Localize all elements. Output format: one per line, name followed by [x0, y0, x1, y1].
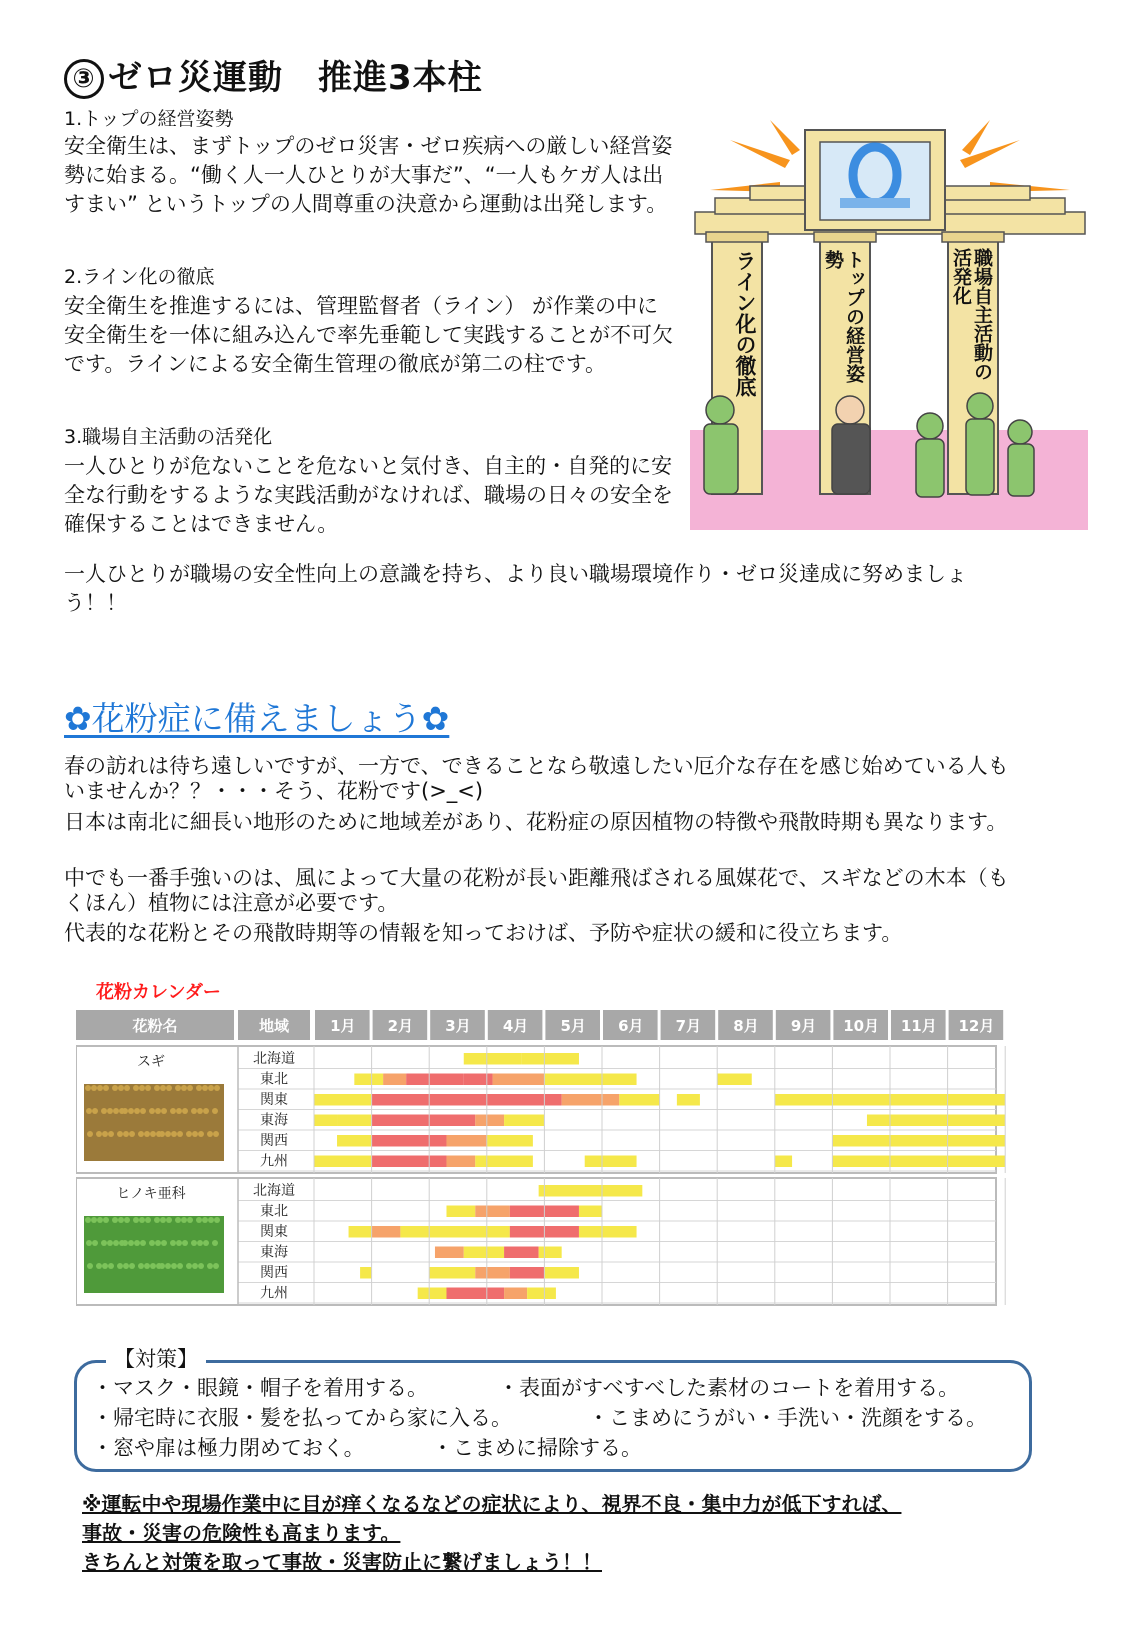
photo-texture-dot [149, 1240, 155, 1246]
photo-texture-dot [191, 1108, 197, 1114]
pollen-period-bar [354, 1074, 383, 1086]
photo-texture-dot [156, 1131, 162, 1137]
photo-texture-dot [175, 1217, 181, 1223]
pollen-period-bar [446, 1206, 475, 1218]
region-label: 東海 [260, 1244, 288, 1261]
photo-texture-dot [91, 1217, 97, 1223]
cypress-photo [84, 1216, 224, 1293]
photo-texture-dot [103, 1085, 109, 1091]
photo-texture-dot [133, 1217, 139, 1223]
photo-texture-dot [107, 1240, 113, 1246]
header-month-label: 4月 [502, 1017, 529, 1035]
photo-texture-dot [165, 1263, 171, 1269]
pollen-period-bar [475, 1206, 510, 1218]
pollen-period-bar [446, 1135, 486, 1147]
section1-title-text: ゼロ災運動 推進3本柱 [108, 58, 483, 98]
photo-texture-dot [144, 1263, 150, 1269]
photo-texture-dot [192, 1131, 198, 1137]
photo-texture-dot [118, 1217, 124, 1223]
section1-closing: 一人ひとりが職場の安全性向上の意識を持ち、より良い職場環境作り・ゼロ災達成に努めましょう！！ [64, 562, 967, 615]
region-label: 北海道 [253, 1183, 295, 1199]
photo-texture-dot [197, 1240, 203, 1246]
photo-texture-dot [145, 1085, 151, 1091]
item3-heading: 3.職場自主活動の活発化 [64, 426, 273, 448]
photo-texture-dot [191, 1240, 197, 1246]
pollen-period-bar [544, 1267, 579, 1279]
pollen-period-bar [360, 1267, 372, 1279]
pollen-period-bar [464, 1074, 493, 1086]
photo-texture-dot [203, 1240, 209, 1246]
photo-texture-dot [196, 1217, 202, 1223]
pollen-period-bar [504, 1247, 539, 1259]
photo-texture-dot [102, 1263, 108, 1269]
header-month-label: 11月 [900, 1017, 937, 1035]
photo-texture-dot [166, 1217, 172, 1223]
photo-texture-dot [133, 1085, 139, 1091]
pollen-period-bar [493, 1074, 545, 1086]
photo-texture-dot [123, 1263, 129, 1269]
region-label: 東海 [260, 1112, 288, 1129]
photo-texture-dot [207, 1131, 213, 1137]
photo-texture-dot [124, 1085, 130, 1091]
photo-texture-dot [119, 1240, 125, 1246]
pollen-period-bar [527, 1288, 556, 1300]
tip-item: ・こまめに掃除する。 [432, 1436, 642, 1460]
pollen-period-bar [464, 1053, 522, 1065]
photo-texture-dot [128, 1240, 134, 1246]
photo-texture-dot [196, 1085, 202, 1091]
pollen-period-bar [504, 1288, 527, 1300]
header-month-label: 6月 [618, 1017, 644, 1035]
photo-texture-dot [154, 1217, 160, 1223]
photo-texture-dot [107, 1108, 113, 1114]
photo-texture-dot [186, 1263, 192, 1269]
photo-texture-dot [212, 1240, 218, 1246]
pollen-period-bar [418, 1288, 447, 1300]
photo-texture-dot [186, 1131, 192, 1137]
pollen-period-bar [677, 1094, 700, 1106]
pollen-period-bar [429, 1267, 475, 1279]
photo-texture-dot [214, 1085, 220, 1091]
photo-texture-dot [207, 1263, 213, 1269]
cedar-photo [84, 1084, 224, 1161]
photo-texture-dot [213, 1263, 219, 1269]
photo-texture-dot [170, 1108, 176, 1114]
pollen-period-bar [435, 1247, 464, 1259]
region-label: 九州 [260, 1285, 288, 1302]
photo-texture-dot [144, 1131, 150, 1137]
pollen-period-bar [832, 1156, 1005, 1168]
photo-texture-dot [171, 1131, 177, 1137]
photo-texture-dot [149, 1108, 155, 1114]
photo-texture-dot [181, 1085, 187, 1091]
photo-texture-dot [86, 1240, 92, 1246]
countermeasures-heading: 【対策】 [106, 1343, 206, 1373]
photo-texture-dot [203, 1108, 209, 1114]
header-month-label: 3月 [445, 1017, 471, 1035]
pollen-calendar-chart [76, 1010, 1036, 1315]
photo-texture-dot [156, 1263, 162, 1269]
pillar-right-label: 職場自主活動の活発化 [950, 248, 993, 381]
header-month-label: 5月 [560, 1017, 586, 1035]
item1-body: 安全衛生は、まずトップのゼロ災害・ゼロ疾病への厳しい経営姿勢に始まる。“働く人一人ひとりが大事だ”、“一人もケガ人は出すまい” というトップの人間尊重の決意から運動は出発します。 [64, 134, 673, 216]
pollen-period-bar [372, 1135, 447, 1147]
pollen-period-bar [521, 1053, 579, 1065]
pollen-period-bar [475, 1115, 504, 1127]
photo-texture-dot [181, 1217, 187, 1223]
photo-texture-dot [140, 1240, 146, 1246]
pollen-period-bar [487, 1094, 562, 1106]
photo-texture-dot [202, 1085, 208, 1091]
photo-texture-dot [160, 1217, 166, 1223]
warning-line-2: 事故・災害の危険性も高まります。 [82, 1521, 401, 1545]
item1-heading: 1.トップの経営姿勢 [64, 108, 234, 130]
photo-texture-dot [161, 1108, 167, 1114]
photo-texture-dot [85, 1085, 91, 1091]
photo-texture-dot [118, 1085, 124, 1091]
photo-texture-dot [97, 1085, 103, 1091]
header-month-label: 12月 [958, 1017, 995, 1035]
photo-texture-dot [112, 1217, 118, 1223]
photo-texture-dot [182, 1240, 188, 1246]
region-label: 関東 [260, 1092, 288, 1108]
photo-texture-dot [139, 1085, 145, 1091]
header-month-label: 1月 [330, 1017, 356, 1035]
pollen-period-bar [372, 1156, 447, 1168]
photo-texture-dot [134, 1240, 140, 1246]
region-label: 九州 [260, 1153, 288, 1170]
photo-texture-dot [208, 1085, 214, 1091]
photo-texture-dot [140, 1108, 146, 1114]
photo-texture-dot [187, 1217, 193, 1223]
pollen-period-bar [400, 1226, 509, 1238]
photo-texture-dot [108, 1263, 114, 1269]
section2-title: ✿花粉症に備えましょう✿ [64, 699, 450, 738]
calendar-title: 花粉カレンダー [96, 982, 221, 1003]
photo-texture-dot [198, 1263, 204, 1269]
photo-texture-dot [166, 1085, 172, 1091]
pollen-period-bar [464, 1247, 504, 1259]
photo-texture-dot [119, 1108, 125, 1114]
photo-texture-dot [92, 1240, 98, 1246]
photo-texture-dot [101, 1108, 107, 1114]
photo-texture-dot [102, 1131, 108, 1137]
tip-item: ・窓や扉は極力閉めておく。 [92, 1436, 365, 1460]
header-month-label: 7月 [675, 1017, 702, 1035]
region-label: 東北 [260, 1203, 288, 1220]
photo-texture-dot [112, 1085, 118, 1091]
region-label: 関東 [260, 1224, 288, 1240]
region-label: 東北 [260, 1071, 288, 1088]
item2-body: 安全衛生を推進するには、管理監督者（ライン） が作業の中に安全衛生を一体に組み込んで率先垂範して実践することが不可欠です。ラインによる安全衛生管理の徹底が第二の柱です。 [64, 294, 673, 376]
pollen-period-bar [446, 1288, 504, 1300]
pollen-period-bar [539, 1185, 643, 1197]
photo-texture-dot [177, 1263, 183, 1269]
pollen-period-bar [579, 1226, 637, 1238]
photo-texture-dot [171, 1263, 177, 1269]
pollen-period-bar [314, 1094, 372, 1106]
photo-texture-dot [108, 1131, 114, 1137]
pollen-period-bar [372, 1226, 401, 1238]
pollen-period-bar [579, 1206, 602, 1218]
photo-texture-dot [212, 1108, 218, 1114]
photo-texture-dot [176, 1240, 182, 1246]
pollen-period-bar [446, 1156, 475, 1168]
photo-texture-dot [92, 1108, 98, 1114]
photo-texture-dot [165, 1131, 171, 1137]
pollen-name: スギ [137, 1054, 165, 1070]
photo-texture-dot [138, 1263, 144, 1269]
pollen-period-bar [349, 1226, 372, 1238]
header-month-label: 10月 [843, 1017, 880, 1035]
pollen-calendar [76, 1010, 1036, 1315]
photo-texture-dot [96, 1131, 102, 1137]
header-pollen-label: 花粉名 [132, 1017, 178, 1035]
pollen-period-bar [832, 1094, 1005, 1106]
photo-texture-dot [154, 1085, 160, 1091]
pollen-period-bar [562, 1094, 620, 1106]
three-pillars-illustration [690, 120, 1088, 530]
region-label: 北海道 [253, 1051, 295, 1067]
pillar-left-label: ライン化の徹底 [733, 250, 757, 397]
section1-title [64, 50, 483, 99]
pollen-period-bar [585, 1156, 637, 1168]
photo-texture-dot [129, 1263, 135, 1269]
photo-texture-dot [155, 1108, 161, 1114]
pollen-period-bar [832, 1135, 1005, 1147]
photo-texture-dot [177, 1131, 183, 1137]
photo-texture-dot [97, 1217, 103, 1223]
pollen-period-bar [487, 1135, 533, 1147]
region-label: 関西 [260, 1265, 288, 1281]
photo-texture-dot [123, 1131, 129, 1137]
photo-texture-dot [96, 1263, 102, 1269]
photo-texture-dot [103, 1217, 109, 1223]
header-month-label: 9月 [790, 1017, 817, 1035]
photo-texture-dot [187, 1085, 193, 1091]
pollen-period-bar [475, 1156, 533, 1168]
photo-texture-dot [91, 1085, 97, 1091]
pollen-period-bar [406, 1074, 464, 1086]
photo-texture-dot [85, 1217, 91, 1223]
header-month-label: 2月 [387, 1017, 414, 1035]
item3-body: 一人ひとりが危ないことを危ないと気付き、自主的・自発的に安全な行動をするような実践活動がなければ、職場の日々の安全を確保することはできません。 [64, 454, 673, 536]
tip-item: ・マスク・眼鏡・帽子を着用する。 [92, 1376, 428, 1400]
pollen-period-bar [337, 1115, 372, 1127]
photo-texture-dot [192, 1263, 198, 1269]
photo-texture-dot [113, 1240, 119, 1246]
photo-texture-dot [128, 1108, 134, 1114]
pollen-period-bar [475, 1267, 510, 1279]
pollen-period-bar [510, 1267, 545, 1279]
warning-line-1: ※運転中や現場作業中に目が痒くなるなどの症状により、視界不良・集中力が低下すれば、 [82, 1492, 902, 1516]
photo-texture-dot [86, 1108, 92, 1114]
pillar-center-label: トップの経営姿勢 [822, 250, 865, 383]
pollen-period-bar [504, 1115, 544, 1127]
photo-texture-dot [87, 1131, 93, 1137]
photo-texture-dot [117, 1131, 123, 1137]
photo-texture-dot [182, 1108, 188, 1114]
photo-texture-dot [208, 1217, 214, 1223]
pollen-period-bar [619, 1094, 659, 1106]
pollen-period-bar [867, 1115, 1005, 1127]
photo-texture-dot [155, 1240, 161, 1246]
photo-texture-dot [87, 1263, 93, 1269]
photo-texture-dot [134, 1108, 140, 1114]
pollen-period-bar [544, 1074, 636, 1086]
photo-texture-dot [213, 1131, 219, 1137]
photo-texture-dot [160, 1085, 166, 1091]
pollen-period-bar [717, 1074, 752, 1086]
photo-texture-dot [101, 1240, 107, 1246]
photo-texture-dot [175, 1085, 181, 1091]
pollen-paragraph-1: 春の訪れは待ち遠しいですが、一方で、できることなら敬遠したい厄介な存在を感じ始めている人もいませんか？？・・・そう、花粉です(>_<) [64, 754, 1009, 803]
pollen-name: ヒノキ亜科 [116, 1186, 186, 1202]
section-number: ③ [64, 59, 104, 99]
photo-texture-dot [197, 1108, 203, 1114]
item2-heading: 2.ライン化の徹底 [64, 266, 215, 288]
pollen-period-bar [314, 1156, 372, 1168]
pollen-period-bar [314, 1115, 337, 1127]
pollen-paragraph-4: 代表的な花粉とその飛散時期等の情報を知っておけば、予防や症状の緩和に役立ちます。 [64, 921, 903, 945]
header-month-label: 8月 [733, 1017, 759, 1035]
pollen-paragraph-3: 中でも一番手強いのは、風によって大量の花粉が長い距離飛ばされる風媒花で、スギなどの木本（もくほん）植物には注意が必要です。 [64, 866, 1009, 915]
pollen-period-bar [372, 1115, 476, 1127]
photo-texture-dot [129, 1131, 135, 1137]
header-region-label: 地域 [258, 1017, 290, 1035]
photo-texture-dot [198, 1131, 204, 1137]
region-label: 関西 [260, 1133, 288, 1149]
photo-texture-dot [161, 1240, 167, 1246]
photo-texture-dot [117, 1263, 123, 1269]
photo-texture-dot [202, 1217, 208, 1223]
pollen-period-bar [775, 1156, 792, 1168]
pollen-period-bar [539, 1247, 562, 1259]
photo-texture-dot [124, 1217, 130, 1223]
photo-texture-dot [150, 1131, 156, 1137]
pollen-period-bar [775, 1094, 833, 1106]
photo-texture-dot [139, 1217, 145, 1223]
tip-item: ・帰宅時に衣服・髪を払ってから家に入る。 [92, 1406, 512, 1430]
photo-texture-dot [214, 1217, 220, 1223]
tip-item: ・こまめにうがい・手洗い・洗顔をする。 [588, 1406, 987, 1430]
warning-line-3: きちんと対策を取って事故・災害防止に繋げましょう！！ [82, 1550, 602, 1574]
pollen-period-bar [383, 1074, 406, 1086]
pollen-paragraph-2: 日本は南北に細長い地形のために地域差があり、花粉症の原因植物の特徴や飛散時期も異なります。 [64, 810, 1008, 834]
photo-texture-dot [176, 1108, 182, 1114]
tip-item: ・表面がすべすべした素材のコートを着用する。 [498, 1376, 960, 1400]
photo-texture-dot [170, 1240, 176, 1246]
photo-texture-dot [150, 1263, 156, 1269]
photo-texture-dot [113, 1108, 119, 1114]
pollen-period-bar [337, 1135, 372, 1147]
photo-texture-dot [145, 1217, 151, 1223]
photo-texture-dot [138, 1131, 144, 1137]
